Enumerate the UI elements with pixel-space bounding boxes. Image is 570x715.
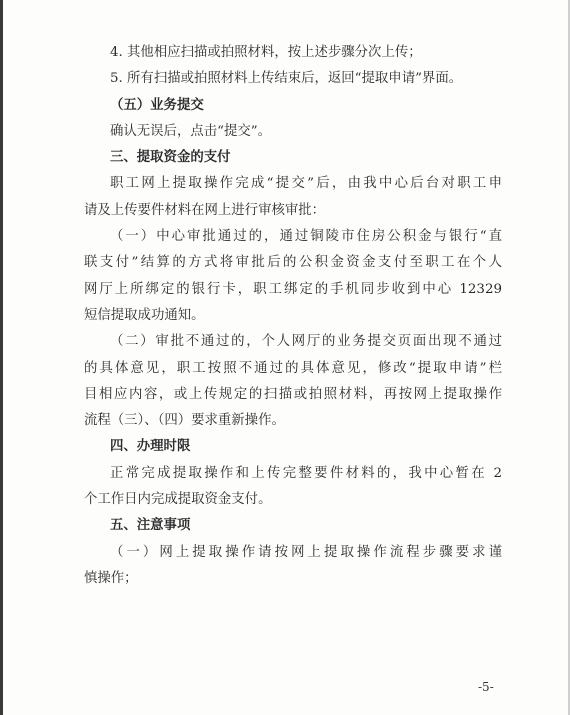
paragraph-approved-line-4: 短信提取成功通知。 <box>84 307 205 323</box>
paragraph-confirm-submit: 确认无误后，点击“提交”。 <box>110 123 271 139</box>
heading-notes: 五、注意事项 <box>110 518 191 534</box>
list-item-step-5: 5. 所有扫描或拍照材料上传结束后，返回“提取申请”界面。 <box>110 71 463 87</box>
subheading-business-submit: （五）业务提交 <box>110 97 204 113</box>
paragraph-approved-line-3: 网厅上所绑定的银行卡，职工绑定的手机同步收到中心 12329 <box>84 281 502 297</box>
scan-edge-left <box>0 0 3 715</box>
paragraph-approved-line-1: （一）中心审批通过的，通过铜陵市住房公积金与银行“直 <box>110 229 502 245</box>
paragraph-rejected-line-1: （二）审批不通过的，个人网厅的业务提交页面出现不通过 <box>110 334 502 350</box>
paragraph-notes-line-2: 慎操作； <box>84 570 138 586</box>
paragraph-rejected-line-4: 流程（三）、（四）要求重新操作。 <box>84 413 285 429</box>
paragraph-payment-line-1: 职工网上提取操作完成“提交”后，由我中心后台对职工申 <box>110 176 502 192</box>
paragraph-time-line-1: 正常完成提取操作和上传完整要件材料的，我中心暂在 2 <box>110 465 502 481</box>
paragraph-payment-line-2: 请及上传要件材料在网上进行审核审批： <box>84 202 326 218</box>
heading-processing-time: 四、办理时限 <box>110 439 191 455</box>
paragraph-rejected-line-3: 目相应内容，或上传规定的扫描或拍照材料，再按网上提取操作 <box>84 386 502 402</box>
list-item-step-4: 4. 其他相应扫描或拍照材料，按上述步骤分次上传； <box>110 45 422 60</box>
paragraph-notes-line-1: （一）网上提取操作请按网上提取操作流程步骤要求谨 <box>110 544 502 560</box>
document-body <box>84 40 502 592</box>
heading-payment: 三、提取资金的支付 <box>110 150 231 166</box>
paragraph-time-line-2: 个工作日内完成提取资金支付。 <box>84 492 272 508</box>
page-number: -5- <box>478 680 494 694</box>
paragraph-approved-line-2: 联支付”结算的方式将审批后的公积金资金支付至职工在个人 <box>84 255 502 271</box>
paragraph-rejected-line-2: 的具体意见，职工按照不通过的具体意见，修改“提取申请”栏 <box>84 360 502 376</box>
